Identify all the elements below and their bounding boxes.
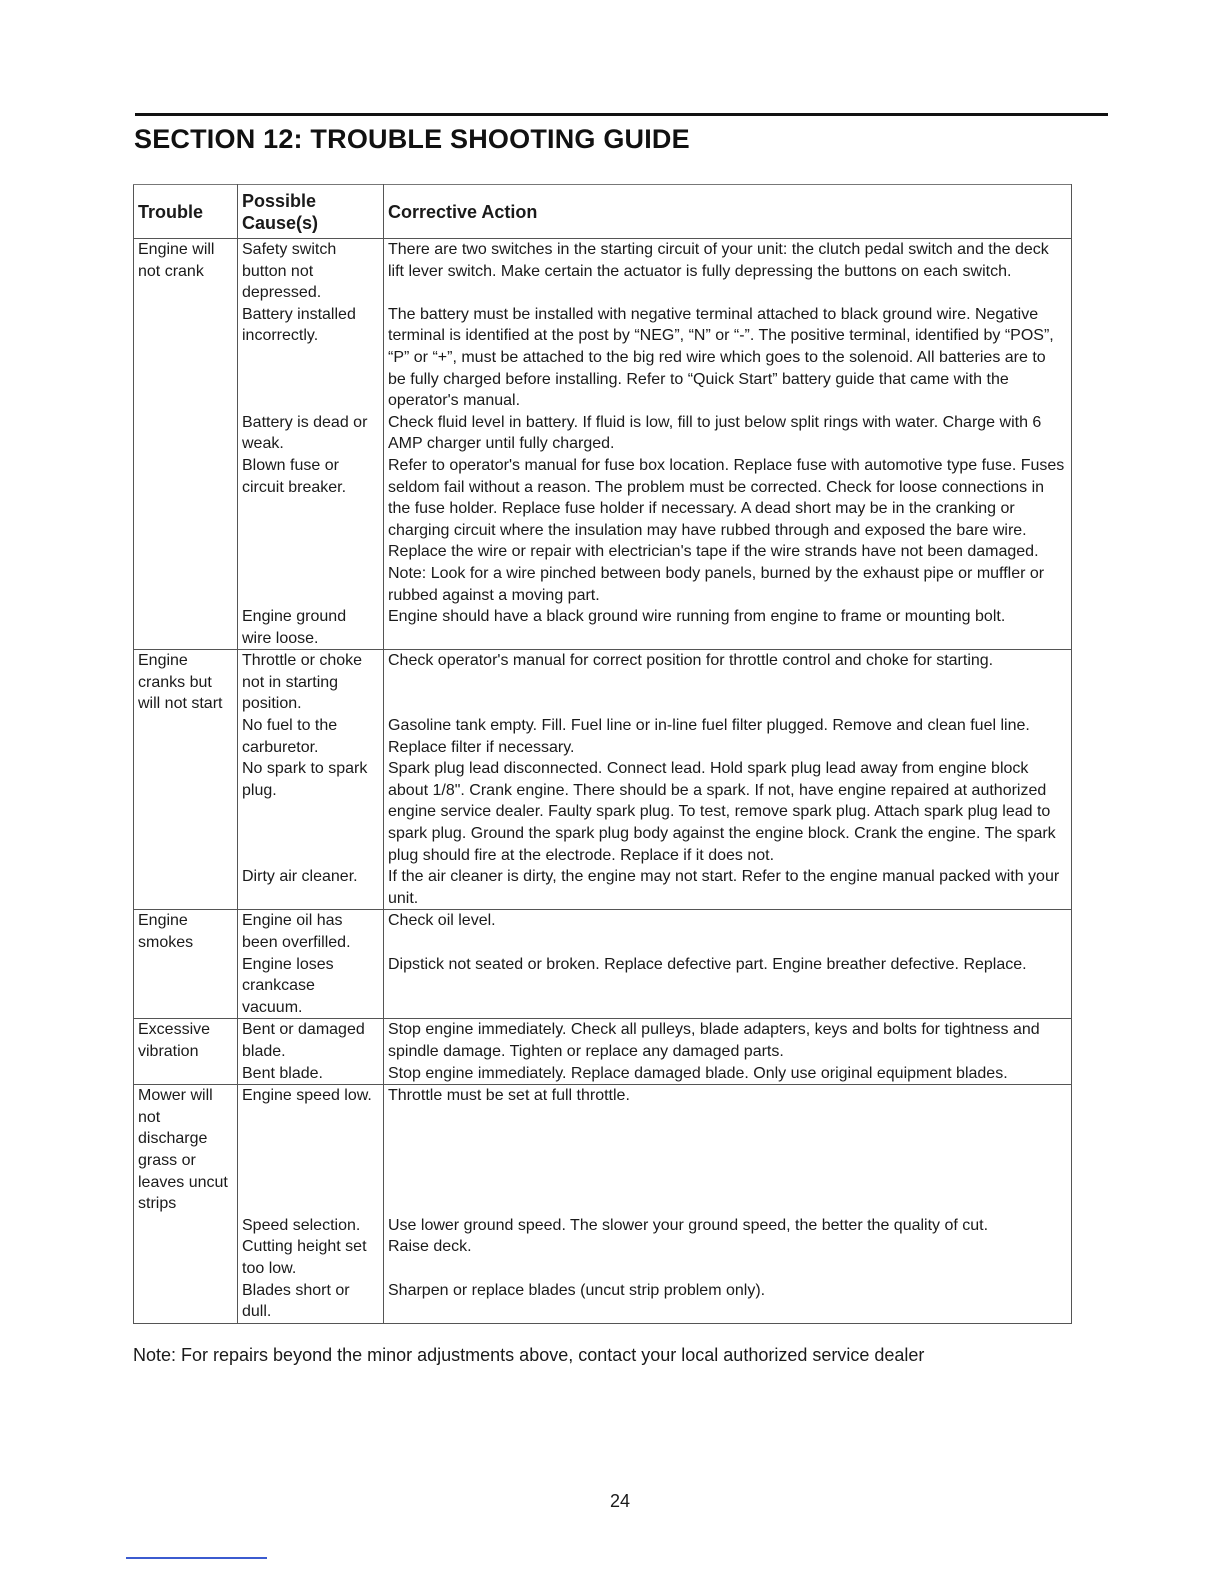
table-row <box>134 910 1072 954</box>
cause-cell: Engine ground wire loose. <box>238 606 384 650</box>
action-cell: There are two switches in the starting circuit of your unit: the clutch pedal switch and the deck lift lever switch. Make certain the actuator is fully depressing the buttons on each switch. <box>384 239 1072 304</box>
table-row <box>134 758 1072 866</box>
trouble-cell <box>134 1280 238 1324</box>
action-cell: Spark plug lead disconnected. Connect lead. Hold spark plug lead away from engine block about 1/8". Crank engine. There should be a spark. If not, have engine repaired at authorized engine service dealer. Faulty spark plug. To test, remove spark plug. Attach spark plug lead to spark plug. Ground the spark plug body against the engine block. Crank the engine. The spark plug should fire at the electrode. Replace if it does not. <box>384 758 1072 866</box>
footnote: Note: For repairs beyond the minor adjustments above, contact your local authorized service dealer <box>133 1345 925 1365</box>
table-row <box>134 239 1072 304</box>
table-row <box>134 1215 1072 1237</box>
table-body <box>134 239 1072 1324</box>
action-cell: Raise deck. <box>384 1236 1072 1279</box>
cause-cell: Engine loses crankcase vacuum. <box>238 954 384 1019</box>
cause-cell: No fuel to the carburetor. <box>238 715 384 758</box>
cause-cell: Safety switch button not depressed. <box>238 239 384 304</box>
trouble-cell <box>134 412 238 455</box>
cause-cell: No spark to spark plug. <box>238 758 384 866</box>
action-cell: Throttle must be set at full throttle. <box>384 1085 1072 1215</box>
trouble-cell <box>134 455 238 606</box>
cause-cell: Bent blade. <box>238 1063 384 1085</box>
trouble-cell: Engine will not crank <box>134 239 238 304</box>
cause-cell: Engine oil has been overfilled. <box>238 910 384 954</box>
trouble-cell <box>134 866 238 910</box>
trouble-cell <box>134 954 238 1019</box>
cause-cell: Blown fuse or circuit breaker. <box>238 455 384 606</box>
table-row <box>134 606 1072 650</box>
table-row <box>134 1019 1072 1063</box>
section-title: SECTION 12: TROUBLE SHOOTING GUIDE <box>134 124 690 154</box>
trouble-cell: Excessive vibration <box>134 1019 238 1063</box>
table-row <box>134 1085 1072 1215</box>
action-cell: Stop engine immediately. Check all pulleys, blade adapters, keys and bolts for tightness and spindle damage. Tighten or replace any damaged parts. <box>384 1019 1072 1063</box>
cause-cell: Cutting height set too low. <box>238 1236 384 1279</box>
action-cell: If the air cleaner is dirty, the engine may not start. Refer to the engine manual packed with your unit. <box>384 866 1072 910</box>
top-rule <box>135 113 1108 116</box>
table-header-row <box>134 185 1072 239</box>
action-cell: Engine should have a black ground wire running from engine to frame or mounting bolt. <box>384 606 1072 650</box>
action-cell: Check fluid level in battery. If fluid is low, fill to just below split rings with water. Charge with 6 AMP charger until fully charged. <box>384 412 1072 455</box>
action-cell: Sharpen or replace blades (uncut strip problem only). <box>384 1280 1072 1324</box>
bottom-link-line <box>126 1557 267 1559</box>
trouble-cell <box>134 606 238 650</box>
trouble-cell: Engine smokes <box>134 910 238 954</box>
action-cell: Use lower ground speed. The slower your ground speed, the better the quality of cut. <box>384 1215 1072 1237</box>
table-row <box>134 954 1072 1019</box>
action-cell: Refer to operator's manual for fuse box location. Replace fuse with automotive type fuse. Fuses seldom fail without a reason. The problem must be corrected. Check for loose connections in the fuse holder. Replace fuse holder if necessary. A dead short may be in the cranking or charging circuit where the insulation may have rubbed through and exposed the bare wire. Replace the wire or repair with electrician's tape if the wire strands have not been damaged. Note: Look for a wire pinched between body panels, burned by the exhaust pipe or muffler or rubbed against a moving part. <box>384 455 1072 606</box>
trouble-cell: Engine cranks but will not start <box>134 650 238 715</box>
cause-cell: Bent or damaged blade. <box>238 1019 384 1063</box>
cause-cell: Engine speed low. <box>238 1085 384 1215</box>
table-row <box>134 866 1072 910</box>
table-row <box>134 1063 1072 1085</box>
table-row <box>134 650 1072 715</box>
action-cell: Gasoline tank empty. Fill. Fuel line or in-line fuel filter plugged. Remove and clean fuel line. Replace filter if necessary. <box>384 715 1072 758</box>
table-row <box>134 455 1072 606</box>
action-cell: The battery must be installed with negative terminal attached to black ground wire. Negative terminal is identified at the post by “NEG”, “N” or “-”. The positive terminal, identified by “POS”, “P” or “+”, must be attached to the big red wire which goes to the solenoid. All batteries are to be fully charged before installing. Refer to “Quick Start” battery guide that came with the operator's manual. <box>384 304 1072 412</box>
table-row <box>134 715 1072 758</box>
trouble-cell <box>134 304 238 412</box>
trouble-cell <box>134 758 238 866</box>
cause-cell: Blades short or dull. <box>238 1280 384 1324</box>
cause-cell: Battery is dead or weak. <box>238 412 384 455</box>
page-number: 24 <box>609 1491 631 1511</box>
action-cell: Stop engine immediately. Replace damaged blade. Only use original equipment blades. <box>384 1063 1072 1085</box>
cause-cell: Battery installed incorrectly. <box>238 304 384 412</box>
header-possible-causes: Possible Cause(s) <box>238 185 384 239</box>
action-cell: Check oil level. <box>384 910 1072 954</box>
trouble-cell: Mower will not discharge grass or leaves uncut strips <box>134 1085 238 1215</box>
trouble-cell <box>134 715 238 758</box>
trouble-cell <box>134 1063 238 1085</box>
action-cell: Dipstick not seated or broken. Replace defective part. Engine breather defective. Replace. <box>384 954 1072 1019</box>
table-row <box>134 412 1072 455</box>
table-row <box>134 1280 1072 1324</box>
header-corrective-action: Corrective Action <box>384 185 1072 239</box>
action-cell: Check operator's manual for correct position for throttle control and choke for starting. <box>384 650 1072 715</box>
trouble-cell <box>134 1215 238 1237</box>
cause-cell: Dirty air cleaner. <box>238 866 384 910</box>
cause-cell: Speed selection. <box>238 1215 384 1237</box>
header-trouble: Trouble <box>134 185 238 239</box>
trouble-cell <box>134 1236 238 1279</box>
trouble-shooting-table <box>133 184 1072 1324</box>
cause-cell: Throttle or choke not in starting position. <box>238 650 384 715</box>
table-row <box>134 304 1072 412</box>
table-row <box>134 1236 1072 1279</box>
